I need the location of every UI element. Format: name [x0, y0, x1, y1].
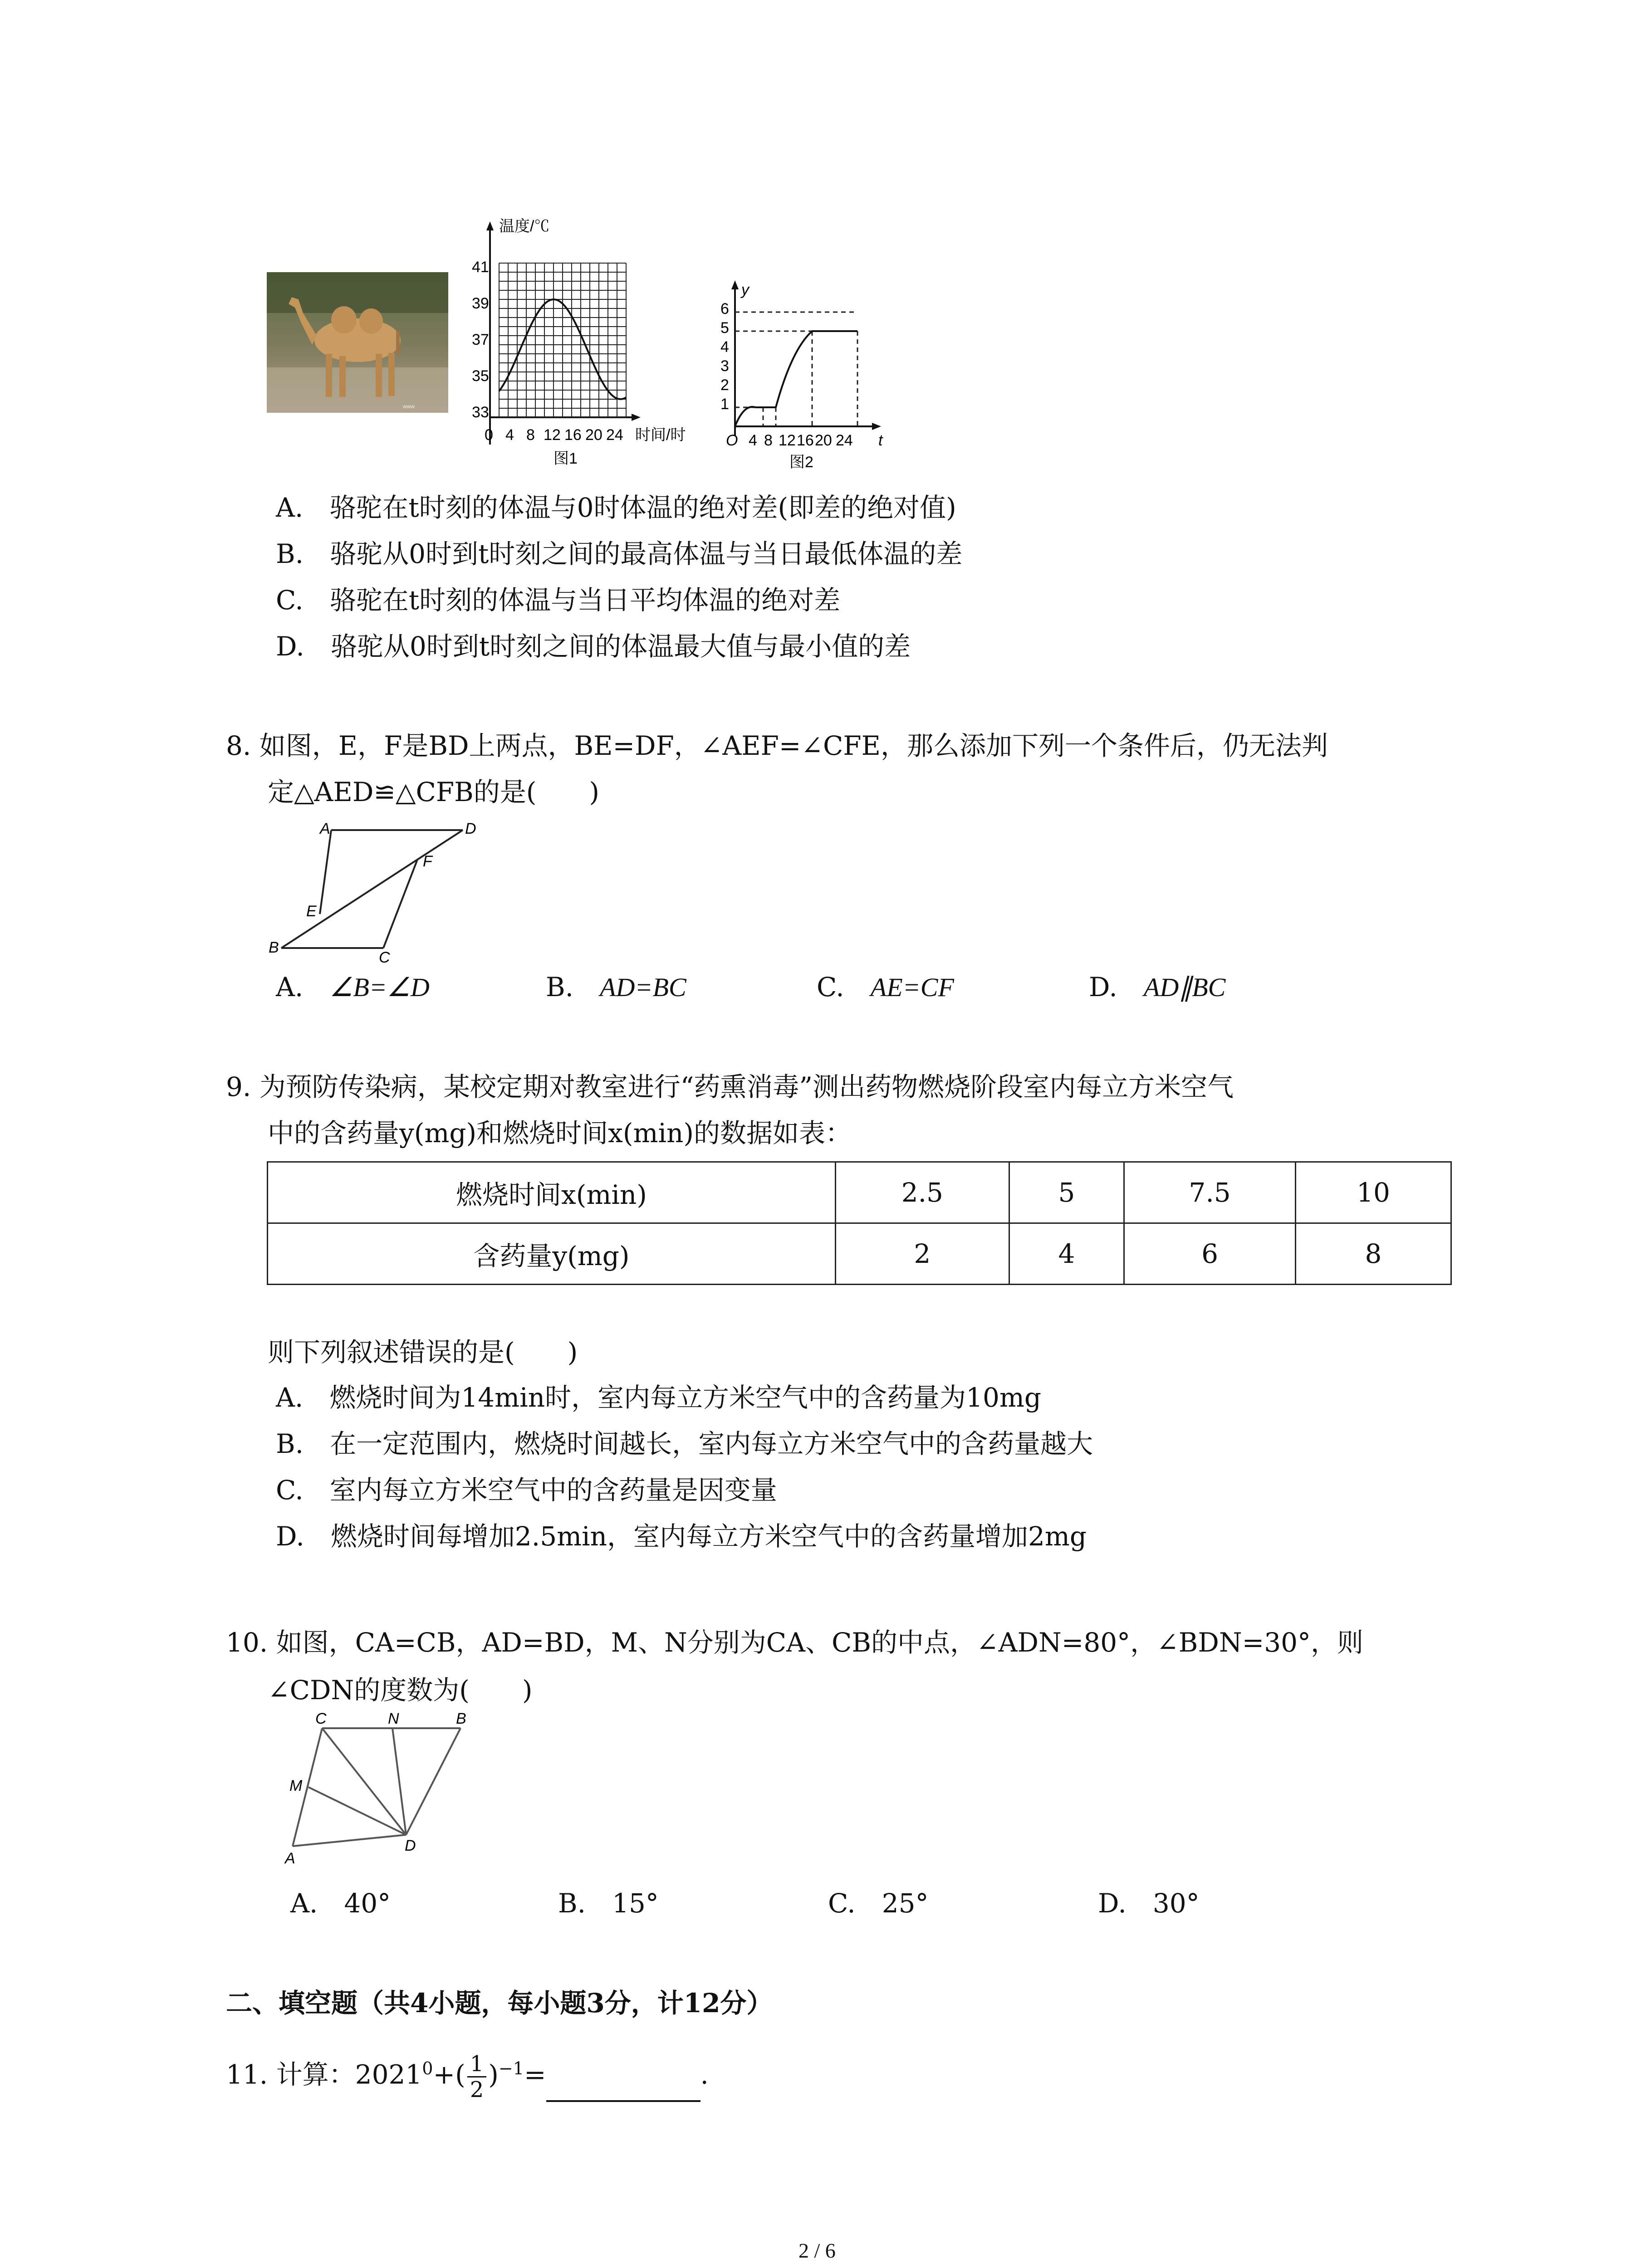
y-tick-label: 1: [720, 396, 729, 413]
point-label-c: C: [315, 1710, 327, 1727]
q8-stem-line-2: 定△AED≌△CFB的是( ): [268, 777, 600, 807]
option-letter: C.: [828, 1888, 856, 1919]
option-letter: D.: [1089, 972, 1117, 1002]
option-text: 40°: [344, 1888, 391, 1919]
x-axis-arrow-icon: [872, 423, 881, 430]
option-letter: A.: [276, 972, 304, 1002]
q8-option-b[interactable]: [546, 971, 686, 1004]
y-axis-label: y: [741, 281, 749, 298]
close-paren: ): [488, 2059, 499, 2090]
fraction-denominator: 2: [470, 2077, 484, 2102]
point-label-n: N: [388, 1710, 399, 1727]
x-tick-label: 4: [505, 426, 514, 444]
option-letter: D.: [276, 631, 304, 662]
option-letter: C.: [276, 1475, 304, 1505]
y-tick-label: 6: [720, 300, 729, 318]
y-tick-label: 33: [472, 404, 489, 421]
q8-stem-line-1: 8. 如图，E，F是BD上两点，BE=DF，∠AEF=∠CFE，那么添加下列一个条件后，仍无法判: [226, 730, 1328, 761]
table-cell: 7.5: [1124, 1162, 1296, 1223]
row-header: 燃烧时间x(min): [268, 1162, 836, 1223]
x-tick-label: 24: [606, 426, 623, 444]
table-cell: 4: [1009, 1223, 1124, 1285]
x-tick-label: 20: [815, 432, 832, 449]
equals: =: [524, 2059, 546, 2090]
fraction: [467, 2052, 487, 2102]
point-label-d: D: [405, 1837, 416, 1854]
y-tick-label: 3: [720, 357, 729, 375]
q9-data-table: [267, 1161, 1452, 1285]
q11-stem: [226, 2043, 709, 2102]
x-tick-label: 16: [797, 432, 814, 449]
point-label-c: C: [379, 949, 390, 966]
x-tick-label: 4: [749, 432, 757, 449]
q10-figure: [277, 1710, 485, 1873]
q8-figure: [263, 816, 490, 966]
q11-prefix: 11. 计算：2021: [226, 2059, 422, 2090]
y-curve: [735, 331, 857, 426]
q9-prompt: 则下列叙述错误的是( ): [268, 1337, 578, 1368]
plus-paren: +(: [433, 2059, 465, 2090]
figure-1-temperature-chart: [454, 213, 708, 485]
row-header: 含药量y(mg): [268, 1223, 836, 1285]
y-tick-label: 41: [472, 259, 489, 276]
option-text: 15°: [612, 1888, 659, 1919]
period: .: [700, 2059, 709, 2090]
q9-option-b[interactable]: [276, 1427, 1093, 1460]
option-text: ∠B=∠D: [329, 973, 430, 1002]
q10-option-d[interactable]: [1098, 1887, 1200, 1920]
table-cell: 2: [835, 1223, 1009, 1285]
point-label-a: A: [285, 1850, 295, 1867]
camel-photo: [267, 272, 448, 413]
y-axis-arrow-icon: [486, 221, 494, 230]
option-text: AD=BC: [600, 973, 686, 1002]
x-tick-label: 12: [779, 432, 796, 449]
q8-option-c[interactable]: [817, 971, 954, 1004]
option-letter: A.: [276, 1382, 304, 1413]
x-tick-label: 8: [526, 426, 535, 444]
option-letter: B.: [546, 972, 574, 1002]
section-heading: 二、填空题（共4小题，每小题3分，计12分）: [226, 1988, 773, 2019]
option-letter: A.: [276, 492, 304, 523]
point-label-b: B: [269, 939, 279, 956]
option-text: 骆驼从0时到t时刻之间的体温最大值与最小值的差: [330, 631, 911, 662]
figure-caption: 图1: [554, 450, 578, 467]
q9-option-c[interactable]: [276, 1474, 777, 1506]
figure-caption: 图2: [789, 454, 813, 471]
q8-option-a[interactable]: [276, 971, 430, 1004]
option-letter: C.: [817, 972, 844, 1002]
table-row: [268, 1162, 1451, 1223]
option-letter: B.: [558, 1888, 586, 1919]
option-text: 骆驼从0时到t时刻之间的最高体温与当日最低体温的差: [330, 538, 963, 569]
q10-option-a[interactable]: [290, 1887, 391, 1920]
point-label-f: F: [423, 853, 432, 870]
x-axis-label: 时间/时: [635, 426, 686, 444]
y-tick-label: 5: [720, 319, 729, 337]
point-label-a: A: [320, 820, 330, 837]
q10-option-b[interactable]: [558, 1887, 659, 1920]
option-text: 室内每立方米空气中的含药量是因变量: [329, 1475, 777, 1505]
option-letter: B.: [276, 538, 304, 569]
q9-option-d[interactable]: [276, 1520, 1087, 1553]
figure-2-line-chart: [708, 277, 898, 485]
option-text: 燃烧时间每增加2.5min，室内每立方米空气中的含药量增加2mg: [330, 1521, 1087, 1552]
option-text: 骆驼在t时刻的体温与当日平均体温的绝对差: [329, 585, 841, 616]
x-tick-label: 8: [764, 432, 773, 449]
table-cell: 10: [1295, 1162, 1451, 1223]
y-tick-label: 4: [720, 338, 729, 356]
origin-label: O: [726, 432, 738, 449]
q8-option-d[interactable]: [1089, 971, 1225, 1004]
option-letter: A.: [290, 1888, 318, 1919]
guide-lines: [735, 312, 857, 426]
q10-stem-line-1: 10. 如图，CA=CB，AD=BD，M、N分别为CA、CB的中点，∠ADN=80°，∠BDN=30°，则: [226, 1627, 1364, 1658]
option-text: 骆驼在t时刻的体温与0时体温的绝对差(即差的绝对值): [329, 492, 956, 523]
q7-option-d[interactable]: [276, 630, 911, 663]
answer-blank[interactable]: [546, 2073, 700, 2102]
y-tick-label: 37: [472, 331, 489, 348]
y-axis-label: 温度/℃: [499, 218, 550, 235]
table-cell: 2.5: [835, 1162, 1009, 1223]
table-row: [268, 1223, 1451, 1285]
q7-option-c[interactable]: [276, 584, 840, 616]
q9-stem-line-2: 中的含药量y(mg)和燃烧时间x(min)的数据如表：: [268, 1118, 852, 1149]
option-text: 燃烧时间为14min时，室内每立方米空气中的含药量为10mg: [329, 1382, 1041, 1413]
x-axis-label: t: [878, 432, 883, 449]
y-tick-label: 35: [472, 367, 489, 385]
page-number: 2 / 6: [798, 2239, 836, 2262]
y-tick-label: 2: [720, 376, 729, 394]
x-tick-label: 12: [544, 426, 561, 444]
option-letter: D.: [276, 1521, 304, 1552]
point-label-m: M: [289, 1777, 303, 1794]
svg-text:www: www: [403, 403, 415, 410]
exponent: −1: [498, 2058, 524, 2078]
table-cell: 6: [1124, 1223, 1296, 1285]
option-text: 在一定范围内，燃烧时间越长，室内每立方米空气中的含药量越大: [330, 1428, 1093, 1459]
option-text: AE=CF: [870, 973, 954, 1002]
table-cell: 5: [1009, 1162, 1124, 1223]
option-letter: C.: [276, 585, 304, 616]
q10-option-c[interactable]: [828, 1887, 929, 1920]
q9-option-a[interactable]: [276, 1381, 1041, 1414]
grid: [499, 263, 626, 417]
option-text: 30°: [1152, 1888, 1200, 1919]
q7-option-b[interactable]: [276, 538, 962, 570]
y-tick-label: 39: [472, 295, 489, 312]
option-letter: B.: [276, 1428, 304, 1459]
point-label-b: B: [456, 1710, 466, 1727]
point-label-d: D: [465, 820, 476, 837]
x-tick-label: 16: [564, 426, 582, 444]
point-label-e: E: [306, 903, 317, 920]
option-text: 25°: [882, 1888, 929, 1919]
q9-stem-line-1: 9. 为预防传染病，某校定期对教室进行“药熏消毒”测出药物燃烧阶段室内每立方米空气: [226, 1071, 1234, 1102]
option-letter: D.: [1098, 1888, 1127, 1919]
exponent: 0: [422, 2058, 433, 2078]
option-text: AD∥BC: [1143, 973, 1226, 1002]
table-cell: 8: [1295, 1223, 1451, 1285]
x-tick-label: 0: [485, 426, 493, 444]
x-tick-label: 20: [585, 426, 603, 444]
q10-stem-line-2: ∠CDN的度数为( ): [268, 1675, 533, 1706]
q7-option-a[interactable]: [276, 491, 956, 524]
y-axis-arrow-icon: [731, 280, 739, 289]
x-axis-arrow-icon: [632, 414, 641, 421]
x-tick-label: 24: [836, 432, 853, 449]
fraction-numerator: 1: [467, 2052, 487, 2077]
